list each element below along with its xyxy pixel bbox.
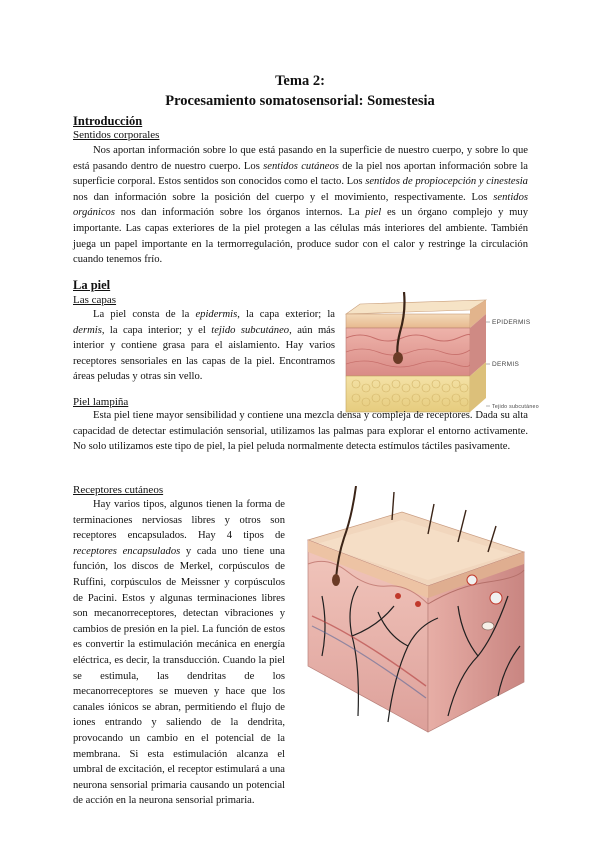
layers-paragraph: La piel consta de la epidermis, la capa exterior; la dermis, la capa interior; y el tejido subcutáneo, aún más interior y contiene grasa para el aislamiento. Hay varios receptores sensoriales en las capas de la piel. Encontramos áreas peludas y otras sin vello.: [73, 309, 336, 383]
subcutaneous-label: Tejido subcutáneo: [492, 404, 539, 410]
layers-subheading: Las capas: [73, 294, 117, 306]
glabrous-subheading: Piel lampiña: [73, 396, 129, 408]
dermis-label: DERMIS: [492, 361, 520, 368]
glabrous-paragraph: Esta piel tiene mayor sensibilidad y contiene una mezcla densa y compleja de receptores. Dada su alta capacidad de detectar estimulación sensorial, utilizamos las palmas para explorar el entorno activamente. No solo utilizamos este tipo de piel, la piel peluda normalmente detecta estímulos táctiles pasivamente.: [73, 410, 528, 453]
skin-layers-figure: [340, 292, 540, 420]
intro-subheading: Sentidos corporales: [73, 129, 160, 141]
receptors-subheading: Receptores cutáneos: [73, 484, 164, 496]
receptors-paragraph: Hay varios tipos, algunos tienen la forma de terminaciones nerviosas libres y otros son receptores encapsulados. Hay 4 tipos de receptores encapsulados y cada uno tiene una función, los discos de Merkel, corpúsculos de Ruffini, corpúsculos de Meissner y corpúsculos de Pacini. Estos y algunas terminaciones libres son mecanorreceptores, detectan vibraciones y cambios de presión en la piel. La función de estos es convertir la estimulación mecánica en energía eléctrica, es decir, la transducción. Cuando la piel se estimula, las dendritas de los mecanorreceptores se mueven y hace que los canales iónicos se abran, permitiendo el flujo de iones entrando y saliendo de la dendrita, provocando un cambio en el potencial de la membrana. Si esta estimulación alcanza el umbral de excitación, el receptor estimulará a una neurona sensorial primaria causando un potencial de acción en la neurona sensorial primaria.: [73, 499, 286, 807]
doc-title-line1: Tema 2:: [275, 73, 325, 89]
intro-heading: Introducción: [73, 114, 143, 128]
doc-title-line2: Procesamiento somatosensorial: Somestesia: [165, 93, 435, 109]
epidermis-label: EPIDERMIS: [492, 319, 531, 326]
intro-paragraph: Nos aportan información sobre lo que está pasando en la superficie de nuestro cuerpo, y sobre lo que está pasando dentro de nuestro cuerpo. Los sentidos cutáneos de la piel nos aportan información sobre la superficie corporal. Estos sentidos son conocidos como el tacto. Los sentidos de propiocepción y cinestesia nos dan información sobre la posición del cuerpo y el movimiento, respectivamente. Los sentidos orgánicos nos dan información sobre los órganos internos. La piel es un órgano complejo y muy importante. Las capas exteriores de la piel protegen a las células más interiores del ambiente. También juega un papel importante en la termorregulación, produce sudor con el calor y restringe la circulación cuando tenemos frío.: [73, 145, 528, 266]
skin-receptors-figure: [298, 486, 530, 734]
skin-heading: La piel: [73, 278, 111, 292]
